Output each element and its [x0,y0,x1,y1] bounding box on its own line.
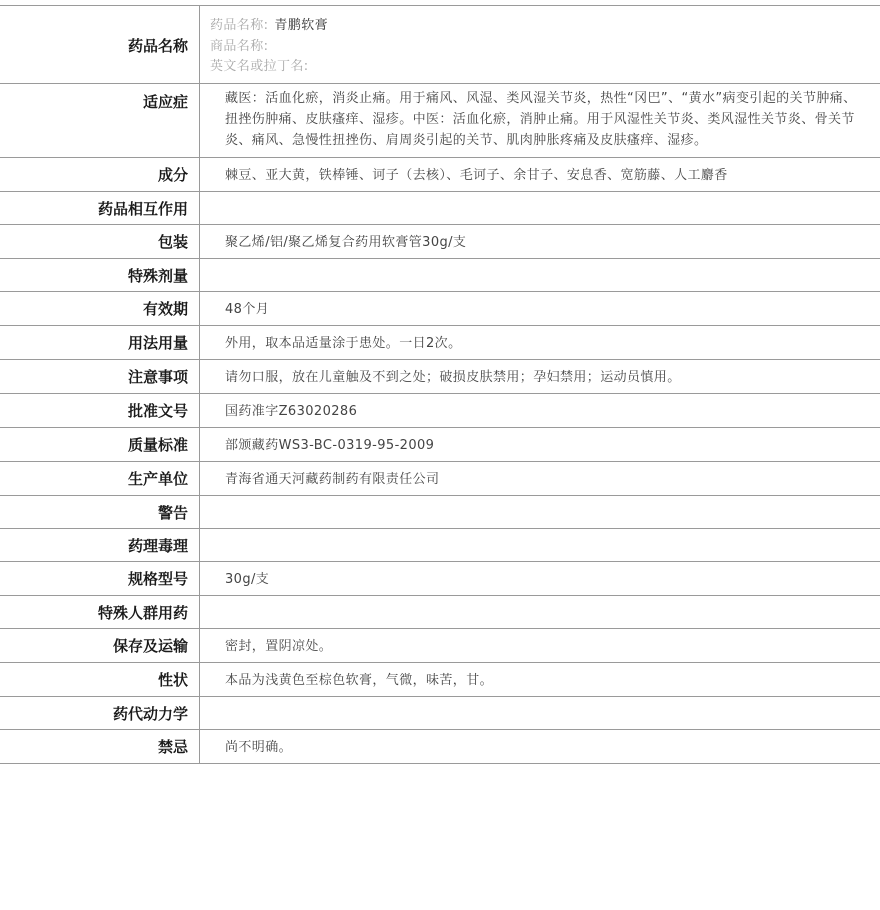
row-value: 青海省通天河藏药制药有限责任公司 [225,472,440,487]
row-value: 48个月 [225,302,270,317]
row-value [200,529,880,561]
row-interactions [0,192,880,225]
row-drug-name [0,6,880,84]
trade-name-key: 商品名称: [210,38,269,54]
row-warning [0,496,880,529]
row-pharmacology [0,529,880,562]
row-label: 药理毒理 [0,529,200,561]
row-precautions [0,360,880,394]
english-name-key: 英文名或拉丁名: [210,59,309,74]
row-label: 性状 [0,663,200,696]
generic-name-field [210,16,870,37]
row-label: 警告 [0,496,200,528]
row-label: 保存及运输 [0,629,200,662]
generic-name-key: 药品名称: [210,18,269,33]
row-indications [0,84,880,158]
row-label: 适应症 [0,84,200,157]
english-name-field [210,57,870,78]
row-label: 药品相互作用 [0,192,200,224]
row-storage [0,629,880,663]
row-value: 30g/支 [225,572,270,587]
row-value: 本品为浅黄色至棕色软膏，气微，味苦，甘。 [225,673,494,688]
row-value [200,496,880,528]
row-value: 尚不明确。 [225,740,293,755]
row-value: 部颁藏药WS3-BC-0319-95-2009 [225,438,435,453]
row-special-population [0,596,880,629]
row-special-dosage [0,259,880,292]
row-value [200,697,880,729]
row-packaging [0,225,880,259]
row-manufacturer [0,462,880,496]
row-label: 用法用量 [0,326,200,359]
row-value [200,192,880,224]
row-ingredients [0,158,880,192]
row-label: 成分 [0,158,200,191]
row-label: 包装 [0,225,200,258]
row-label: 批准文号 [0,394,200,427]
row-label: 禁忌 [0,730,200,763]
row-value: 棘豆、亚大黄，铁棒锤、诃子（去核）、毛诃子、余甘子、安息香、宽筋藤、人工麝香 [225,168,728,183]
drug-name-cell [200,6,880,83]
row-pharmacokinetics [0,697,880,730]
row-shelf-life [0,292,880,326]
row-value: 外用，取本品适量涂于患处。一日2次。 [225,336,462,351]
row-label: 特殊人群用药 [0,596,200,628]
row-label: 特殊剂量 [0,259,200,291]
row-value [200,596,880,628]
row-value: 藏医：活血化瘀，消炎止痛。用于痛风、风湿、类风湿关节炎，热性“冈巴”、“黄水”病变引起的关节肿痛、扭挫伤肿痛、皮肤瘙痒、湿疹。中医：活血化瘀，消肿止痛。用于风湿性关节炎、类风湿性关节炎、骨关节炎、痛风、急慢性扭挫伤、肩周炎引起的关节、肌肉肿胀疼痛及皮肤瘙痒、湿疹。 [225,91,857,148]
trade-name-field [210,37,870,58]
row-label: 注意事项 [0,360,200,393]
row-label: 有效期 [0,292,200,325]
row-quality-standard [0,428,880,462]
row-label: 药品名称 [0,6,200,83]
row-label: 质量标准 [0,428,200,461]
row-contraindications [0,730,880,764]
row-specification [0,562,880,596]
row-label: 药代动力学 [0,697,200,729]
row-value: 聚乙烯/铝/聚乙烯复合药用软膏管30g/支 [225,235,467,250]
row-value: 请勿口服，放在儿童触及不到之处；破损皮肤禁用；孕妇禁用；运动员慎用。 [225,370,681,385]
drug-info-table [0,5,880,764]
row-value [200,259,880,291]
row-label: 生产单位 [0,462,200,495]
row-usage [0,326,880,360]
row-value: 国药准字Z63020286 [225,404,358,419]
row-approval-number [0,394,880,428]
generic-name-value: 青鹏软膏 [274,18,328,33]
row-appearance [0,663,880,697]
row-label: 规格型号 [0,562,200,595]
row-value: 密封，置阴凉处。 [225,639,333,654]
